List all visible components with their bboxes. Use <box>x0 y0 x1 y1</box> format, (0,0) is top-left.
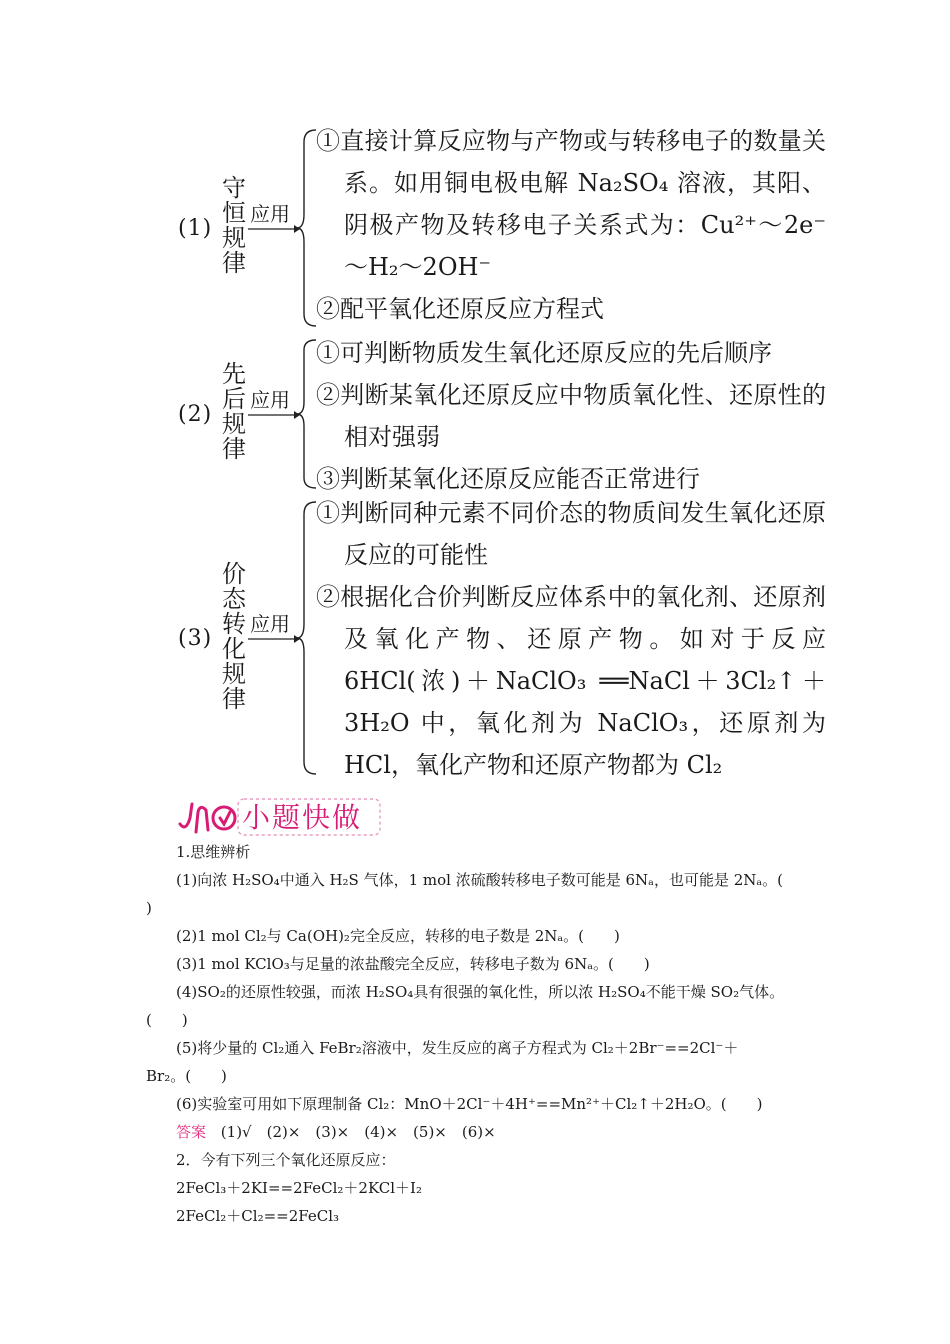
question-item: ) <box>146 899 152 917</box>
apply-label: 应用 <box>250 612 290 636</box>
rule-item: ②根据化合价判断反应体系中的氧化剂、还原剂及氧化产物、还原产物。如对于反应 6HCl(浓)＋NaClO₃ ══NaCl＋3Cl₂↑＋3H₂O 中，氧化剂为 NaClO₃，还原剂为 HCl，氧化产物和还原产物都为 Cl₂ <box>316 583 826 779</box>
rule-label: 先后规律 <box>222 360 246 463</box>
question-item: (5)将少量的 Cl₂通入 FeBr₂溶液中，发生反应的离子方程式为 Cl₂＋2Br⁻==2Cl⁻＋ <box>176 1039 739 1057</box>
question-item: (2)1 mol Cl₂与 Ca(OH)₂完全反应，转移的电子数是 2Nₐ。( ) <box>176 927 620 945</box>
arrow-icon <box>248 410 300 420</box>
arrow-icon <box>248 224 300 234</box>
answer-text: (1)√ (2)× (3)× (4)× (5)× (6)× <box>220 1123 496 1141</box>
answer-label: 答案 <box>176 1123 207 1141</box>
question-item: (1)向浓 H₂SO₄中通入 H₂S 气体，1 mol 浓硫酸转移电子数可能是 6Nₐ，也可能是 2Nₐ。( <box>176 871 784 889</box>
rule-item: ③判断某氧化还原反应能否正常进行 <box>316 465 700 493</box>
brace-icon <box>296 128 318 328</box>
question-item: ( ) <box>146 1011 188 1029</box>
arrow-icon <box>248 634 300 644</box>
answer-line <box>146 1118 826 1146</box>
rule-item: ①直接计算反应物与产物或与转移电子的数量关系。如用铜电极电解 Na₂SO₄ 溶液，其阳、阴极产物及转移电子关系式为：Cu²⁺～2e⁻～H₂～2OH⁻ <box>316 127 826 281</box>
brace-icon <box>296 338 318 490</box>
question-title: 1.思维辨析 <box>176 843 251 861</box>
question-item: (4)SO₂的还原性较强，而浓 H₂SO₄具有很强的氧化性，所以浓 H₂SO₄不能干燥 SO₂气体。 <box>176 983 785 1001</box>
equation: 2FeCl₂＋Cl₂==2FeCl₃ <box>176 1207 340 1225</box>
rule-number: (2) <box>178 402 213 427</box>
rule-items <box>316 120 826 330</box>
exercise-section <box>146 838 826 1230</box>
rule-label: 价态转化规律 <box>222 560 246 713</box>
rule-item: ①判断同种元素不同价态的物质间发生氧化还原反应的可能性 <box>316 499 826 569</box>
rule-number: (3) <box>178 626 213 651</box>
rule-number: (1) <box>178 216 213 241</box>
rule-item: ②判断某氧化还原反应中物质氧化性、还原性的相对强弱 <box>316 381 826 451</box>
question-item: Br₂。( ) <box>146 1067 227 1085</box>
question-title: 2．今有下列三个氧化还原反应： <box>176 1151 396 1169</box>
rule-label: 守恒规律 <box>222 174 246 277</box>
apply-label: 应用 <box>250 388 290 412</box>
question-item: (3)1 mol KClO₃与足量的浓盐酸完全反应，转移电子数为 6Nₐ。( ) <box>176 955 650 973</box>
equation: 2FeCl₃＋2KI==2FeCl₂＋2KCl＋I₂ <box>176 1179 422 1197</box>
section-title: 小题快做 <box>242 801 363 834</box>
brace-icon <box>296 500 318 776</box>
rule-items <box>316 332 826 500</box>
rule-item: ②配平氧化还原反应方程式 <box>316 295 604 323</box>
rule-item: ①可判断物质发生氧化还原反应的先后顺序 <box>316 339 772 367</box>
question-item: (6)实验室可用如下原理制备 Cl₂：MnO＋2Cl⁻＋4H⁺==Mn²⁺＋Cl₂↑＋2H₂O。( ) <box>176 1095 763 1113</box>
apply-label: 应用 <box>250 202 290 226</box>
rule-items <box>316 492 826 786</box>
